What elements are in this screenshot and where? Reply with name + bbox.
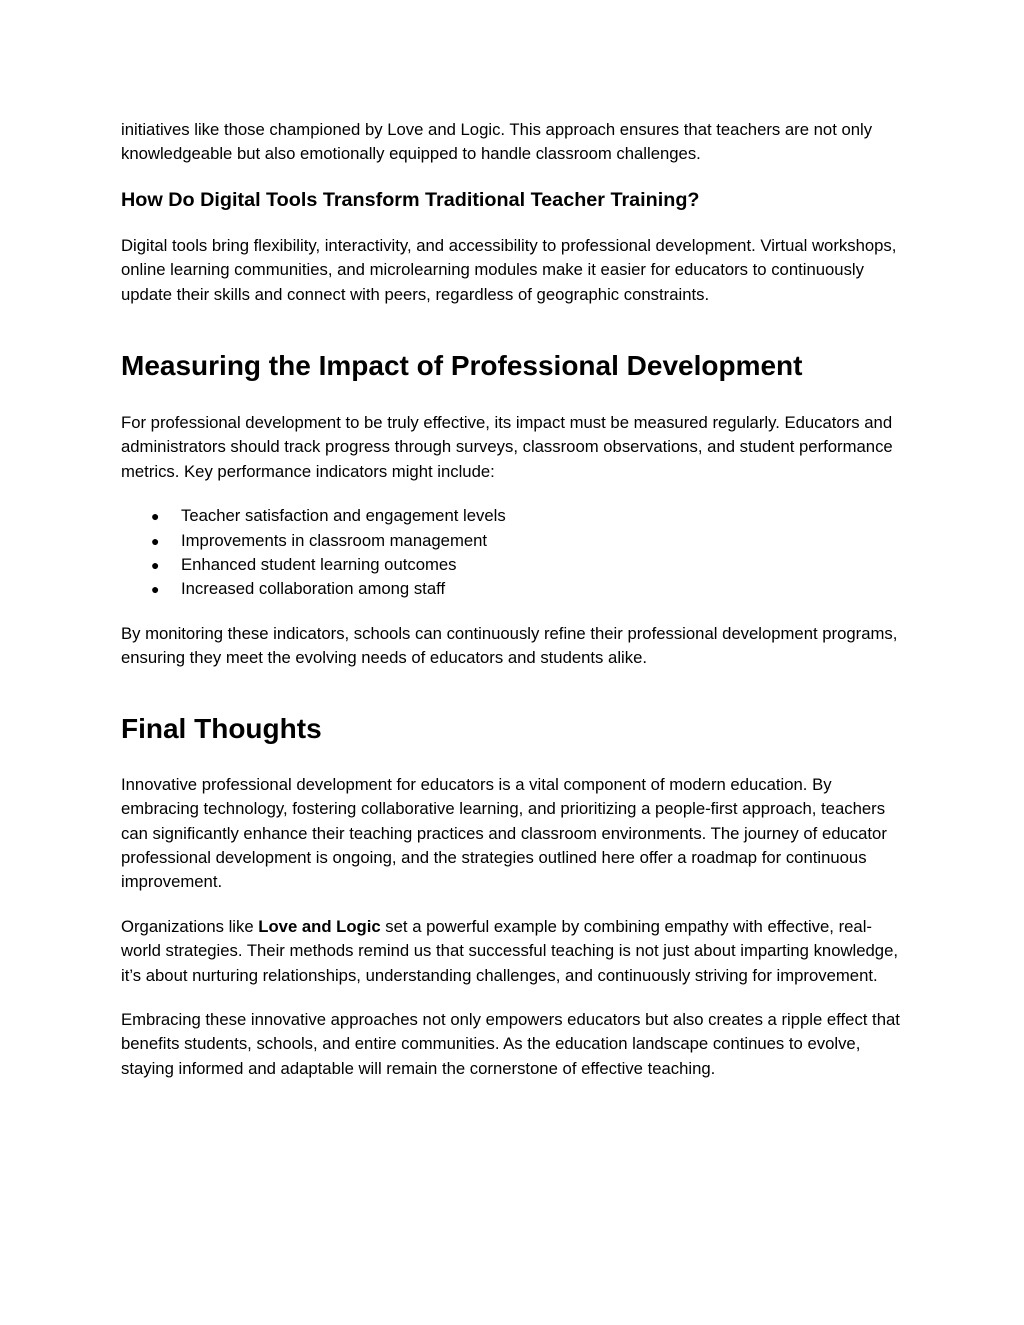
- kpi-list: [121, 504, 911, 602]
- final-thoughts-paragraph-1: Innovative professional development for educators is a vital component of modern education. By embracing technology, fostering collaborative learning, and prioritizing a people-first approach, teachers can significantly enhance their teaching practices and classroom environments. The journey of educator professional development is ongoing, and the strategies outlined here offer a roadmap for continuous improvement.: [121, 774, 887, 892]
- love-and-logic-bold: Love and Logic: [258, 916, 381, 936]
- digital-tools-heading: How Do Digital Tools Transform Traditional Teacher Training?: [121, 188, 700, 211]
- bullet-icon: ●: [151, 581, 160, 598]
- kpi-text: Improvements in classroom management: [181, 530, 488, 550]
- paragraph-2-suffix: set a powerful example by combining empathy with effective, real-world strategies. Their methods remind us that successful teaching is not just about imparting knowledge, it’s about nurturing relationships, understanding challenges, and continuously striving for improvement.: [121, 916, 898, 985]
- kpi-text: Enhanced student learning outcomes: [181, 555, 457, 575]
- kpi-text: Increased collaboration among staff: [181, 579, 446, 599]
- document-page: [121, 118, 911, 1081]
- measuring-impact-heading: Measuring the Impact of Professional Development: [121, 350, 803, 382]
- kpi-list-item: [121, 553, 911, 577]
- measuring-impact-paragraph: For professional development to be truly effective, its impact must be measured regularly. Educators and administrators should track progress through surveys, classroom observations, and student performance metrics. Key performance indicators might include:: [121, 413, 893, 481]
- bullet-icon: ●: [151, 532, 160, 549]
- measuring-closing-paragraph: By monitoring these indicators, schools can continuously refine their professional development programs, ensuring they meet the evolving needs of educators and students alike.: [121, 623, 898, 668]
- kpi-text: Teacher satisfaction and engagement levels: [181, 506, 506, 526]
- paragraph-2-prefix: Organizations like: [121, 916, 259, 936]
- kpi-list-item: [121, 577, 911, 601]
- bullet-icon: ●: [151, 508, 160, 525]
- final-thoughts-heading: Final Thoughts: [121, 712, 322, 744]
- kpi-list-item: [121, 504, 911, 528]
- bullet-icon: ●: [151, 557, 160, 574]
- digital-tools-paragraph: Digital tools bring flexibility, interactivity, and accessibility to professional development. Virtual workshops, online learning communities, and microlearning modules make it easier for educators to continuously update their skills and connect with peers, regardless of geographic constraints.: [121, 235, 897, 304]
- kpi-list-item: [121, 529, 911, 553]
- final-thoughts-paragraph-2: [121, 915, 911, 988]
- final-thoughts-paragraph-3: Embracing these innovative approaches not only empowers educators but also creates a ripple effect that benefits students, schools, and entire communities. As the education landscape continues to evolve, staying informed and adaptable will remain the cornerstone of effective teaching.: [121, 1009, 900, 1078]
- intro-paragraph: initiatives like those championed by Love and Logic. This approach ensures that teachers are not only knowledgeable but also emotionally equipped to handle classroom challenges.: [121, 120, 873, 164]
